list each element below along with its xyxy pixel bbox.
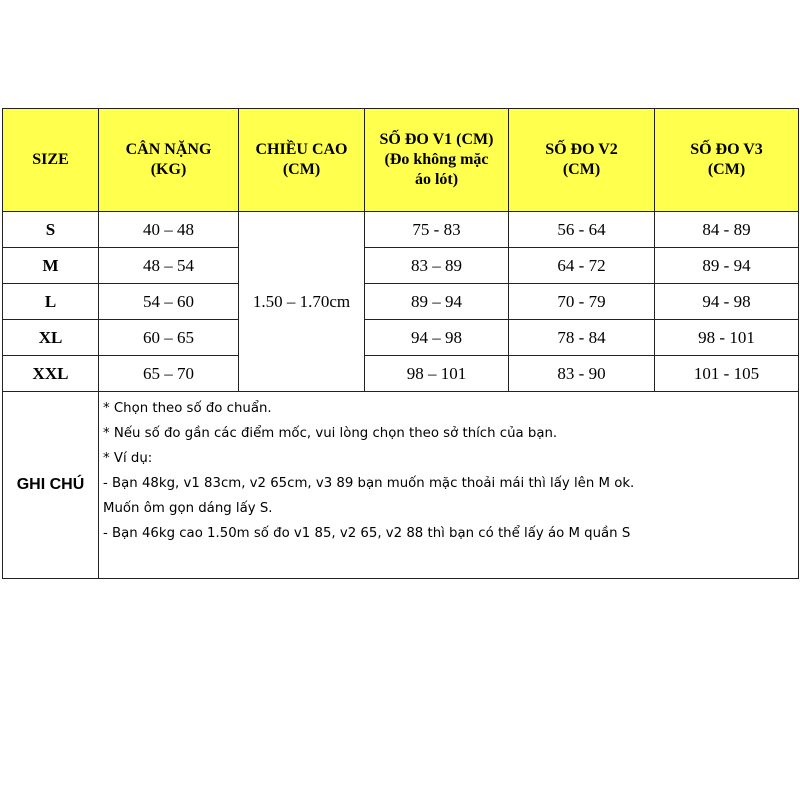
header-v1 — [365, 109, 509, 212]
table-row — [3, 356, 799, 392]
v3-cell: 94 - 98 — [655, 284, 799, 320]
note-line: * Chọn theo số đo chuẩn. — [103, 401, 272, 416]
header-weight-line1: CÂN NẶNG — [125, 141, 212, 158]
size-chart-table — [2, 108, 799, 579]
notes-body — [99, 392, 799, 579]
header-height-line2: (CM) — [282, 161, 321, 178]
header-v2-line2: (CM) — [562, 161, 601, 178]
notes-row — [3, 392, 799, 579]
size-cell: S — [3, 212, 99, 248]
header-size-line1: SIZE — [32, 151, 69, 168]
size-cell: M — [3, 248, 99, 284]
weight-cell: 60 – 65 — [99, 320, 239, 356]
table-row — [3, 284, 799, 320]
weight-cell: 54 – 60 — [99, 284, 239, 320]
size-cell: XL — [3, 320, 99, 356]
v2-cell: 64 - 72 — [509, 248, 655, 284]
header-v3-line1: SỐ ĐO V3 — [690, 141, 763, 158]
v3-cell: 101 - 105 — [655, 356, 799, 392]
v2-cell: 78 - 84 — [509, 320, 655, 356]
header-v3-line2: (CM) — [707, 161, 746, 178]
v2-cell: 56 - 64 — [509, 212, 655, 248]
table-row — [3, 248, 799, 284]
header-size — [3, 109, 99, 212]
note-line: - Bạn 48kg, v1 83cm, v2 65cm, v3 89 bạn muốn mặc thoải mái thì lấy lên M ok. — [103, 476, 635, 491]
table-row — [3, 212, 799, 248]
header-height — [239, 109, 365, 212]
table-row — [3, 320, 799, 356]
note-line: - Bạn 46kg cao 1.50m số đo v1 85, v2 65, v2 88 thì bạn có thể lấy áo M quần S — [103, 526, 631, 541]
v1-cell: 98 – 101 — [365, 356, 509, 392]
v3-cell: 89 - 94 — [655, 248, 799, 284]
header-v1-line3: áo lót) — [414, 171, 459, 188]
weight-cell: 40 – 48 — [99, 212, 239, 248]
v3-cell: 84 - 89 — [655, 212, 799, 248]
header-v1-line2: (Đo không mặc — [384, 151, 489, 168]
header-height-line1: CHIỀU CAO — [255, 141, 348, 158]
header-row — [3, 109, 799, 212]
header-v3 — [655, 109, 799, 212]
weight-cell: 65 – 70 — [99, 356, 239, 392]
header-v2 — [509, 109, 655, 212]
v1-cell: 83 – 89 — [365, 248, 509, 284]
header-v1-line1: SỐ ĐO V1 (CM) — [379, 131, 494, 148]
header-weight — [99, 109, 239, 212]
header-weight-line2: (KG) — [150, 161, 187, 178]
header-v2-line1: SỐ ĐO V2 — [545, 141, 618, 158]
size-cell: XXL — [3, 356, 99, 392]
weight-cell: 48 – 54 — [99, 248, 239, 284]
v3-cell: 98 - 101 — [655, 320, 799, 356]
note-line: * Nếu số đo gần các điểm mốc, vui lòng chọn theo sở thích của bạn. — [103, 426, 558, 441]
note-line: Muốn ôm gọn dáng lấy S. — [103, 501, 273, 516]
notes-label: GHI CHÚ — [3, 392, 99, 579]
v2-cell: 83 - 90 — [509, 356, 655, 392]
v2-cell: 70 - 79 — [509, 284, 655, 320]
note-line: * Ví dụ: — [103, 451, 153, 466]
height-cell: 1.50 – 1.70cm — [239, 212, 365, 392]
v1-cell: 89 – 94 — [365, 284, 509, 320]
v1-cell: 94 – 98 — [365, 320, 509, 356]
v1-cell: 75 - 83 — [365, 212, 509, 248]
size-cell: L — [3, 284, 99, 320]
